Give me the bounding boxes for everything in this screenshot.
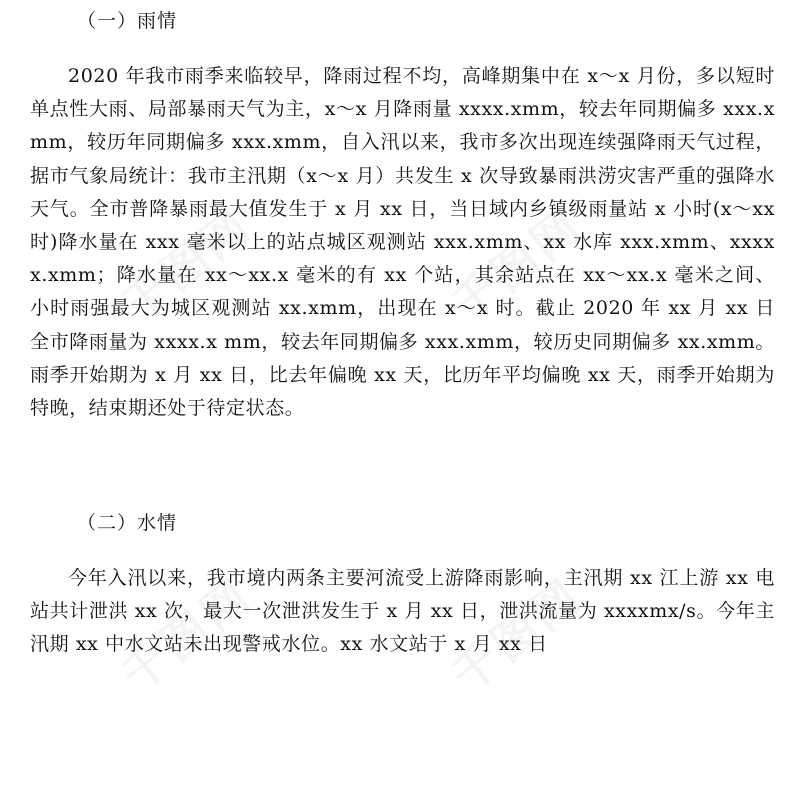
watermark: 千图网	[111, 197, 263, 333]
watermark: 千图网	[441, 567, 593, 703]
watermark: 千图网	[441, 197, 593, 333]
section-heading-water: （二）水情	[77, 512, 178, 534]
paragraph-water-conditions: 今年入汛以来，我市境内两条主要河流受上游降雨影响，主汛期 xx 江上游 xx 电站共计泄洪 xx 次，最大一次泄洪发生于 x 月 xx 日，泄洪流量为 xxxxmx/s。今年主汛期 xx 中水文站未出现警戒水位。xx 水文站于 x 月 xx 日	[30, 567, 775, 656]
paragraph-rain-conditions: 2020 年我市雨季来临较早，降雨过程不均，高峰期集中在 x～x 月份，多以短时单点性大雨、局部暴雨天气为主，x～x 月降雨量 xxxx.xmm，较去年同期偏多 xxx.xmm，较历年同期偏多 xxx.xmm，自入汛以来，我市多次出现连续强降雨天气过程，据市气象局统计：我市主汛期（x～x 月）共发生 x 次导致暴雨洪涝灾害严重的强降水天气。全市普降暴雨最大值发生于 x 月 xx 日，当日域内乡镇级雨量站 x 小时(x～xx 时)降水量在 xxx 毫米以上的站点城区观测站 xxx.xmm、xx 水库 xxx.xmm、xxxxx.xmm；降水量在 xx～xx.x 毫米的有 xx 个站，其余站点在 xx～xx.x 毫米之间、小时雨强最大为城区观测站 xx.xmm，出现在 x～x 时。截止 2020 年 xx 月 xx 日全市降雨量为 xxxx.x mm，较去年同期偏多 xxx.xmm，较历史同期偏多 xx.xmm。雨季开始期为 x 月 xx 日，比去年偏晚 xx 天，比历年平均偏晚 xx 天，雨季开始期为特晚，结束期还处于待定状态。	[30, 65, 775, 420]
section-heading-rain: （一）雨情	[77, 10, 178, 32]
watermark: 千图网	[111, 567, 263, 703]
